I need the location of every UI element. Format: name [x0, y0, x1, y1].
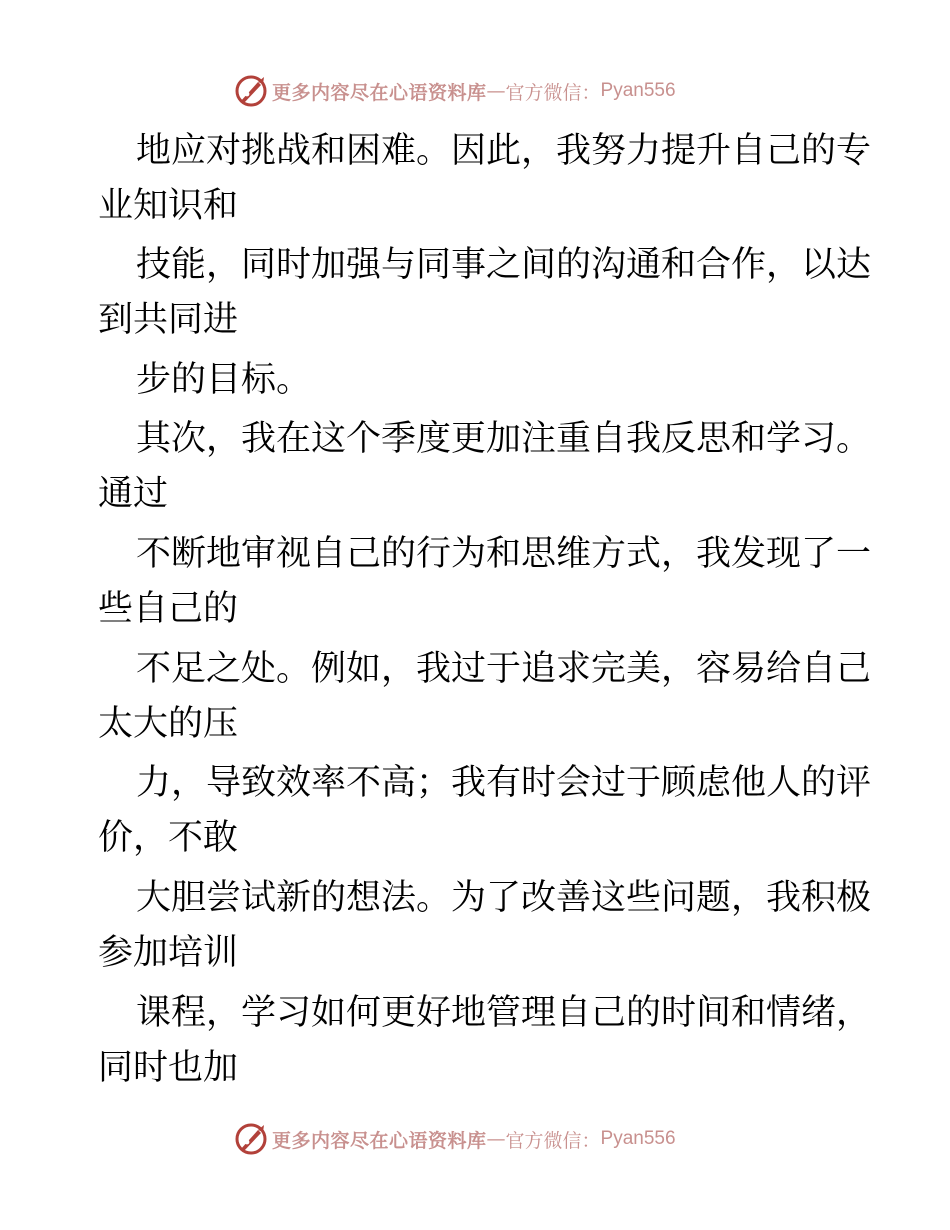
text-line: 参加培训 [98, 933, 239, 973]
text-line: 课程，学习如何更好地管理自己的时间和情绪， [136, 993, 872, 1033]
footer-banner [234, 1121, 676, 1157]
footer-banner-text: 更多内容尽在心语资料库 [272, 1129, 487, 1152]
text-line: 步的目标。 [136, 360, 312, 400]
text-line: 地应对挑战和困难。因此，我努力提升自己的专 [136, 131, 872, 171]
text-line: 力，导致效率不高；我有时会过于顾虑他人的评 [136, 763, 872, 803]
header-banner-text: 更多内容尽在心语资料库 [272, 81, 487, 104]
text-line: 其次，我在这个季度更加注重自我反思和学习。 [136, 419, 872, 459]
text-line: 不断地审视自己的行为和思维方式，我发现了一 [136, 534, 872, 574]
footer-banner-separator: — [486, 1128, 506, 1150]
header-wechat-id: Pyan556 [600, 80, 676, 101]
footer-wechat-label: 官方微信： [505, 1129, 601, 1152]
text-line: 通过 [98, 474, 169, 514]
text-line: 价，不敢 [98, 818, 239, 858]
text-line: 不足之处。例如，我过于追求完美，容易给自己 [136, 649, 872, 689]
text-line: 太大的压 [98, 704, 239, 744]
text-line: 大胆尝试新的想法。为了改善这些问题，我积极 [136, 878, 872, 918]
text-line: 技能，同时加强与同事之间的沟通和合作，以达 [136, 245, 872, 285]
header-wechat-label: 官方微信： [505, 81, 601, 104]
quill-logo-icon [234, 1122, 268, 1156]
footer-wechat-id: Pyan556 [600, 1128, 676, 1149]
text-line: 同时也加 [98, 1048, 239, 1088]
text-line: 些自己的 [98, 589, 239, 629]
header-banner-separator: — [486, 80, 506, 102]
header-banner [234, 73, 676, 109]
quill-logo-icon [234, 74, 268, 108]
text-line: 到共同进 [98, 300, 239, 340]
text-line: 业知识和 [98, 186, 239, 226]
